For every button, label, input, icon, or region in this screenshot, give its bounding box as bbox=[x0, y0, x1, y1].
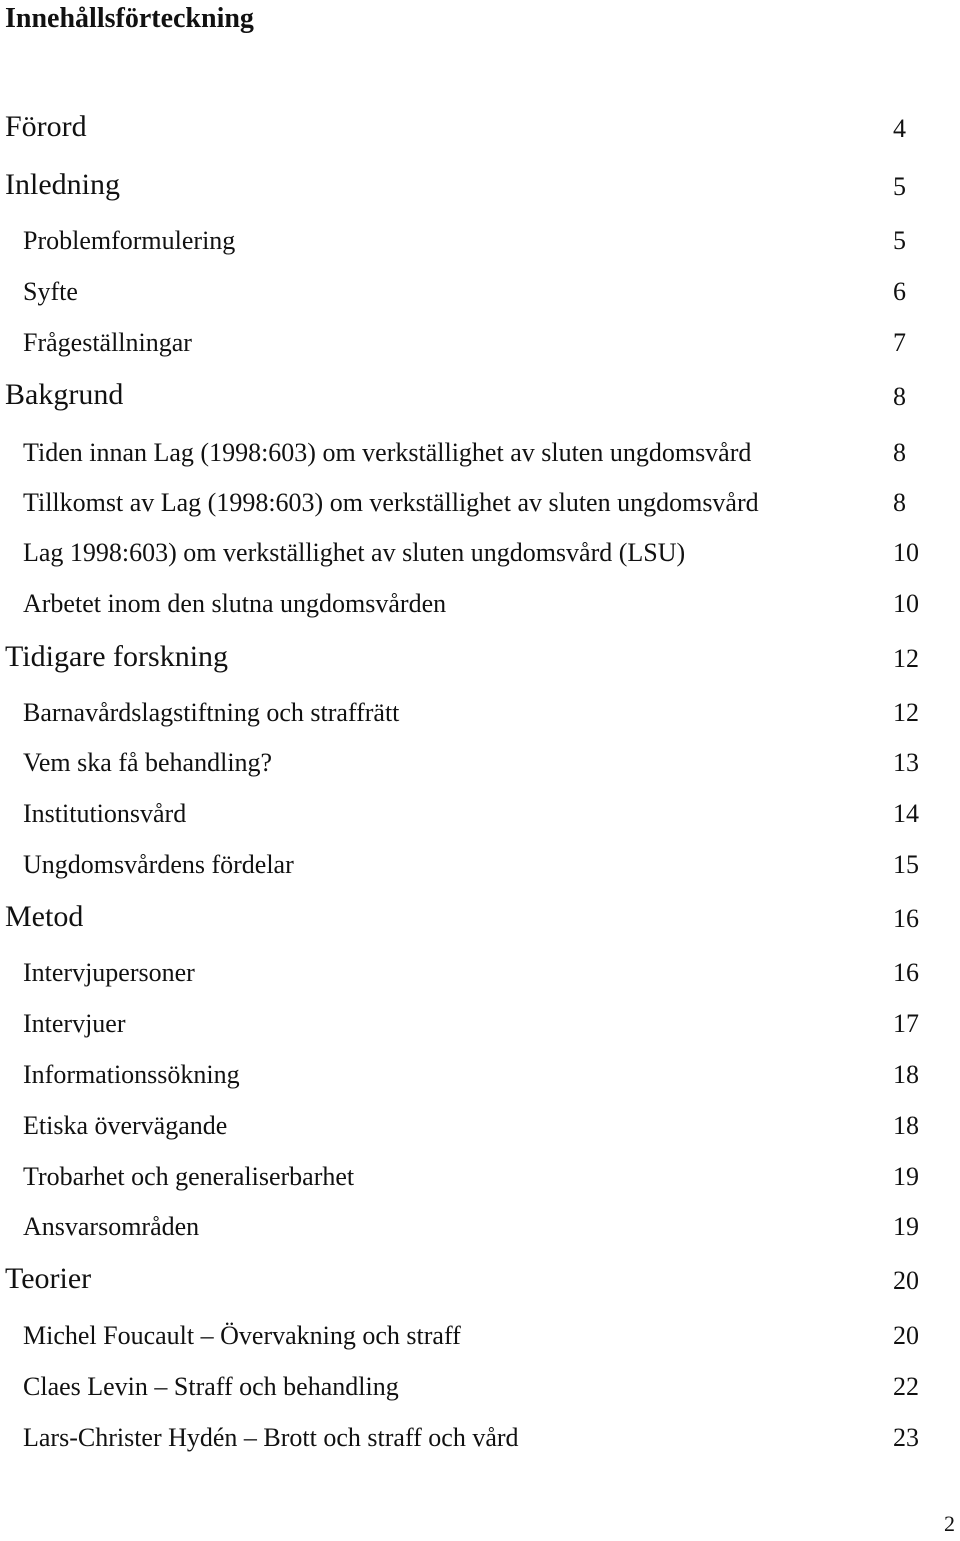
toc-entry-section[interactable] bbox=[0, 220, 960, 260]
toc-entry-section[interactable] bbox=[0, 482, 960, 522]
toc-entry-label: Arbetet inom den slutna ungdomsvården bbox=[23, 589, 447, 618]
toc-entry-label: Tillkomst av Lag (1998:603) om verkställighet av sluten ungdomsvård bbox=[23, 488, 759, 517]
toc-entry-chapter[interactable] bbox=[0, 638, 960, 678]
toc-entry-page: 19 bbox=[893, 1212, 919, 1241]
toc-entry-label: Metod bbox=[5, 900, 84, 933]
toc-entry-page: 4 bbox=[893, 114, 906, 143]
toc-entry-label: Ansvarsområden bbox=[23, 1212, 200, 1241]
toc-entry-page: 8 bbox=[893, 438, 906, 467]
toc-entry-label: Intervjuer bbox=[23, 1009, 126, 1038]
toc-entry-page: 16 bbox=[893, 904, 919, 933]
toc-entry-page: 10 bbox=[893, 538, 919, 567]
toc-entry-chapter[interactable] bbox=[0, 166, 960, 206]
toc-entry-section[interactable] bbox=[0, 1417, 960, 1457]
toc-entry-label: Barnavårdslagstiftning och straffrätt bbox=[23, 698, 400, 727]
toc-entry-page: 10 bbox=[893, 589, 919, 618]
toc-entry-section[interactable] bbox=[0, 322, 960, 362]
toc-entry-page: 7 bbox=[893, 328, 906, 357]
toc-entry-page: 18 bbox=[893, 1111, 919, 1140]
toc-entry-label: Institutionsvård bbox=[23, 799, 187, 828]
page-number: 2 bbox=[944, 1511, 955, 1536]
toc-entry-label: Bakgrund bbox=[5, 378, 124, 411]
toc-entry-label: Problemformulering bbox=[23, 226, 236, 255]
toc-entry-section[interactable] bbox=[0, 1156, 960, 1196]
toc-entry-page: 16 bbox=[893, 958, 919, 987]
toc-entry-section[interactable] bbox=[0, 844, 960, 884]
toc-entry-chapter[interactable] bbox=[0, 108, 960, 148]
toc-entry-section[interactable] bbox=[0, 692, 960, 732]
toc-entry-label: Syfte bbox=[23, 277, 78, 306]
toc-entry-label: Inledning bbox=[5, 168, 120, 201]
toc-entry-label: Claes Levin – Straff och behandling bbox=[23, 1372, 399, 1401]
toc-entry-section[interactable] bbox=[0, 532, 960, 572]
toc-entry-section[interactable] bbox=[0, 793, 960, 833]
toc-entry-section[interactable] bbox=[0, 952, 960, 992]
toc-entry-section[interactable] bbox=[0, 271, 960, 311]
toc-entry-label: Lars-Christer Hydén – Brott och straff och vård bbox=[23, 1423, 519, 1452]
toc-entry-label: Tiden innan Lag (1998:603) om verkställighet av sluten ungdomsvård bbox=[23, 438, 752, 467]
toc-entry-page: 13 bbox=[893, 748, 919, 777]
toc-entry-label: Etiska övervägande bbox=[23, 1111, 228, 1140]
toc-entry-page: 8 bbox=[893, 382, 906, 411]
toc-entry-chapter[interactable] bbox=[0, 376, 960, 416]
toc-entry-page: 20 bbox=[893, 1266, 919, 1295]
toc-entry-page: 8 bbox=[893, 488, 906, 517]
toc-entry-chapter[interactable] bbox=[0, 1260, 960, 1300]
toc-entry-page: 15 bbox=[893, 850, 919, 879]
toc-entry-label: Michel Foucault – Övervakning och straff bbox=[23, 1321, 461, 1350]
toc-entry-page: 5 bbox=[893, 172, 906, 201]
toc-entry-section[interactable] bbox=[0, 1054, 960, 1094]
toc-entry-section[interactable] bbox=[0, 1315, 960, 1355]
toc-entry-page: 5 bbox=[893, 226, 906, 255]
toc-entry-page: 20 bbox=[893, 1321, 919, 1350]
toc-entry-chapter[interactable] bbox=[0, 898, 960, 938]
toc-entry-section[interactable] bbox=[0, 1105, 960, 1145]
toc-entry-label: Vem ska få behandling? bbox=[23, 748, 273, 777]
toc-entry-section[interactable] bbox=[0, 1206, 960, 1246]
toc-entry-label: Tidigare forskning bbox=[5, 640, 229, 673]
toc-entry-page: 23 bbox=[893, 1423, 919, 1452]
toc-entry-page: 12 bbox=[893, 644, 919, 673]
toc-entry-page: 17 bbox=[893, 1009, 919, 1038]
toc-entry-section[interactable] bbox=[0, 1003, 960, 1043]
toc-entry-page: 14 bbox=[893, 799, 919, 828]
toc-entry-page: 12 bbox=[893, 698, 919, 727]
toc-entry-page: 18 bbox=[893, 1060, 919, 1089]
page-title: Innehållsförteckning bbox=[5, 3, 254, 34]
toc-entry-section[interactable] bbox=[0, 742, 960, 782]
toc-entry-label: Trobarhet och generaliserbarhet bbox=[23, 1162, 355, 1191]
toc-entry-section[interactable] bbox=[0, 1366, 960, 1406]
toc-entry-page: 6 bbox=[893, 277, 906, 306]
toc-entry-label: Frågeställningar bbox=[23, 328, 192, 357]
toc-entry-label: Informationssökning bbox=[23, 1060, 240, 1089]
toc-entry-section[interactable] bbox=[0, 432, 960, 472]
toc-entry-label: Förord bbox=[5, 110, 87, 143]
toc-entry-label: Teorier bbox=[5, 1262, 92, 1295]
toc-entry-label: Intervjupersoner bbox=[23, 958, 195, 987]
toc-entry-label: Ungdomsvårdens fördelar bbox=[23, 850, 294, 879]
toc-entry-label: Lag 1998:603) om verkställighet av sluten ungdomsvård (LSU) bbox=[23, 538, 686, 567]
toc-entry-section[interactable] bbox=[0, 583, 960, 623]
toc-entry-page: 19 bbox=[893, 1162, 919, 1191]
toc-entry-page: 22 bbox=[893, 1372, 919, 1401]
